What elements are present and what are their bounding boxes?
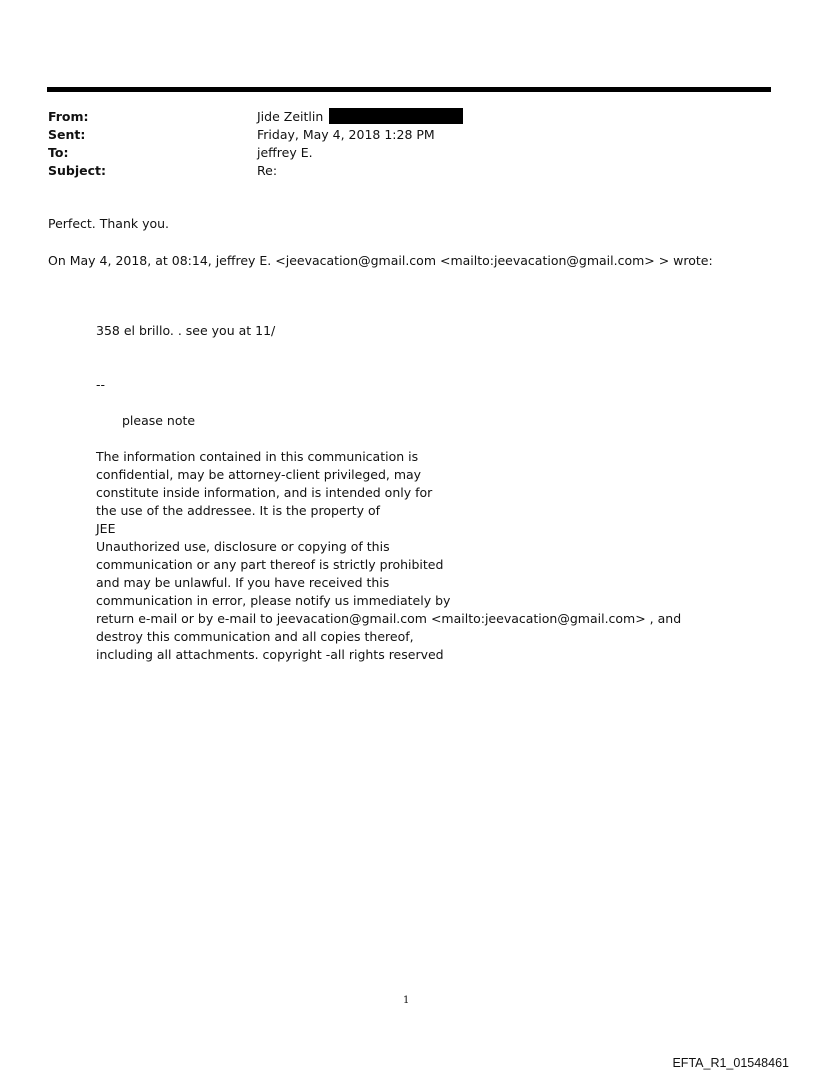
sender-name: Jide Zeitlin — [257, 109, 324, 124]
disclaimer-line: constitute inside information, and is intended only for — [96, 485, 433, 500]
page-number: 1 — [403, 995, 410, 1006]
please-note: please note — [122, 413, 196, 428]
sent-label: Sent: — [48, 127, 86, 142]
from-value — [257, 108, 463, 126]
document-id: EFTA_R1_01548461 — [672, 1056, 789, 1070]
reply-text: Perfect. Thank you. — [48, 216, 170, 231]
from-label: From: — [48, 109, 89, 124]
disclaimer-line: communication or any part thereof is strictly prohibited — [96, 557, 444, 572]
disclaimer-line: confidential, may be attorney-client privileged, may — [96, 467, 422, 482]
disclaimer-line: return e-mail or by e-mail to jeevacation@gmail.com <mailto:jeevacation@gmail.com> , and — [96, 611, 682, 626]
signature-separator: -- — [96, 377, 106, 392]
disclaimer-line: including all attachments. copyright -all rights reserved — [96, 647, 444, 662]
to-value: jeffrey E. — [257, 145, 313, 160]
subject-row — [48, 162, 748, 180]
subject-value: Re: — [257, 163, 278, 178]
sent-row — [48, 126, 748, 144]
disclaimer-line: The information contained in this communication is — [96, 449, 419, 464]
quote-intro: On May 4, 2018, at 08:14, jeffrey E. <jeevacation@gmail.com <mailto:jeevacation@gmail.com> > wrote: — [48, 253, 713, 268]
header-rule — [47, 87, 771, 92]
disclaimer-line: destroy this communication and all copies thereof, — [96, 629, 414, 644]
to-row — [48, 144, 748, 162]
disclaimer-line: JEE — [96, 521, 116, 536]
to-label: To: — [48, 145, 69, 160]
sent-value: Friday, May 4, 2018 1:28 PM — [257, 127, 435, 142]
disclaimer-line: the use of the addressee. It is the property of — [96, 503, 381, 518]
disclaimer-line: Unauthorized use, disclosure or copying of this — [96, 539, 390, 554]
from-row — [48, 108, 748, 126]
disclaimer-line: communication in error, please notify us immediately by — [96, 593, 451, 608]
email-header — [48, 108, 748, 180]
disclaimer-line: and may be unlawful. If you have received this — [96, 575, 390, 590]
subject-label: Subject: — [48, 163, 106, 178]
quoted-message: 358 el brillo. . see you at 11/ — [96, 323, 276, 338]
confidentiality-disclaimer — [96, 448, 681, 664]
redaction-bar — [329, 108, 463, 124]
